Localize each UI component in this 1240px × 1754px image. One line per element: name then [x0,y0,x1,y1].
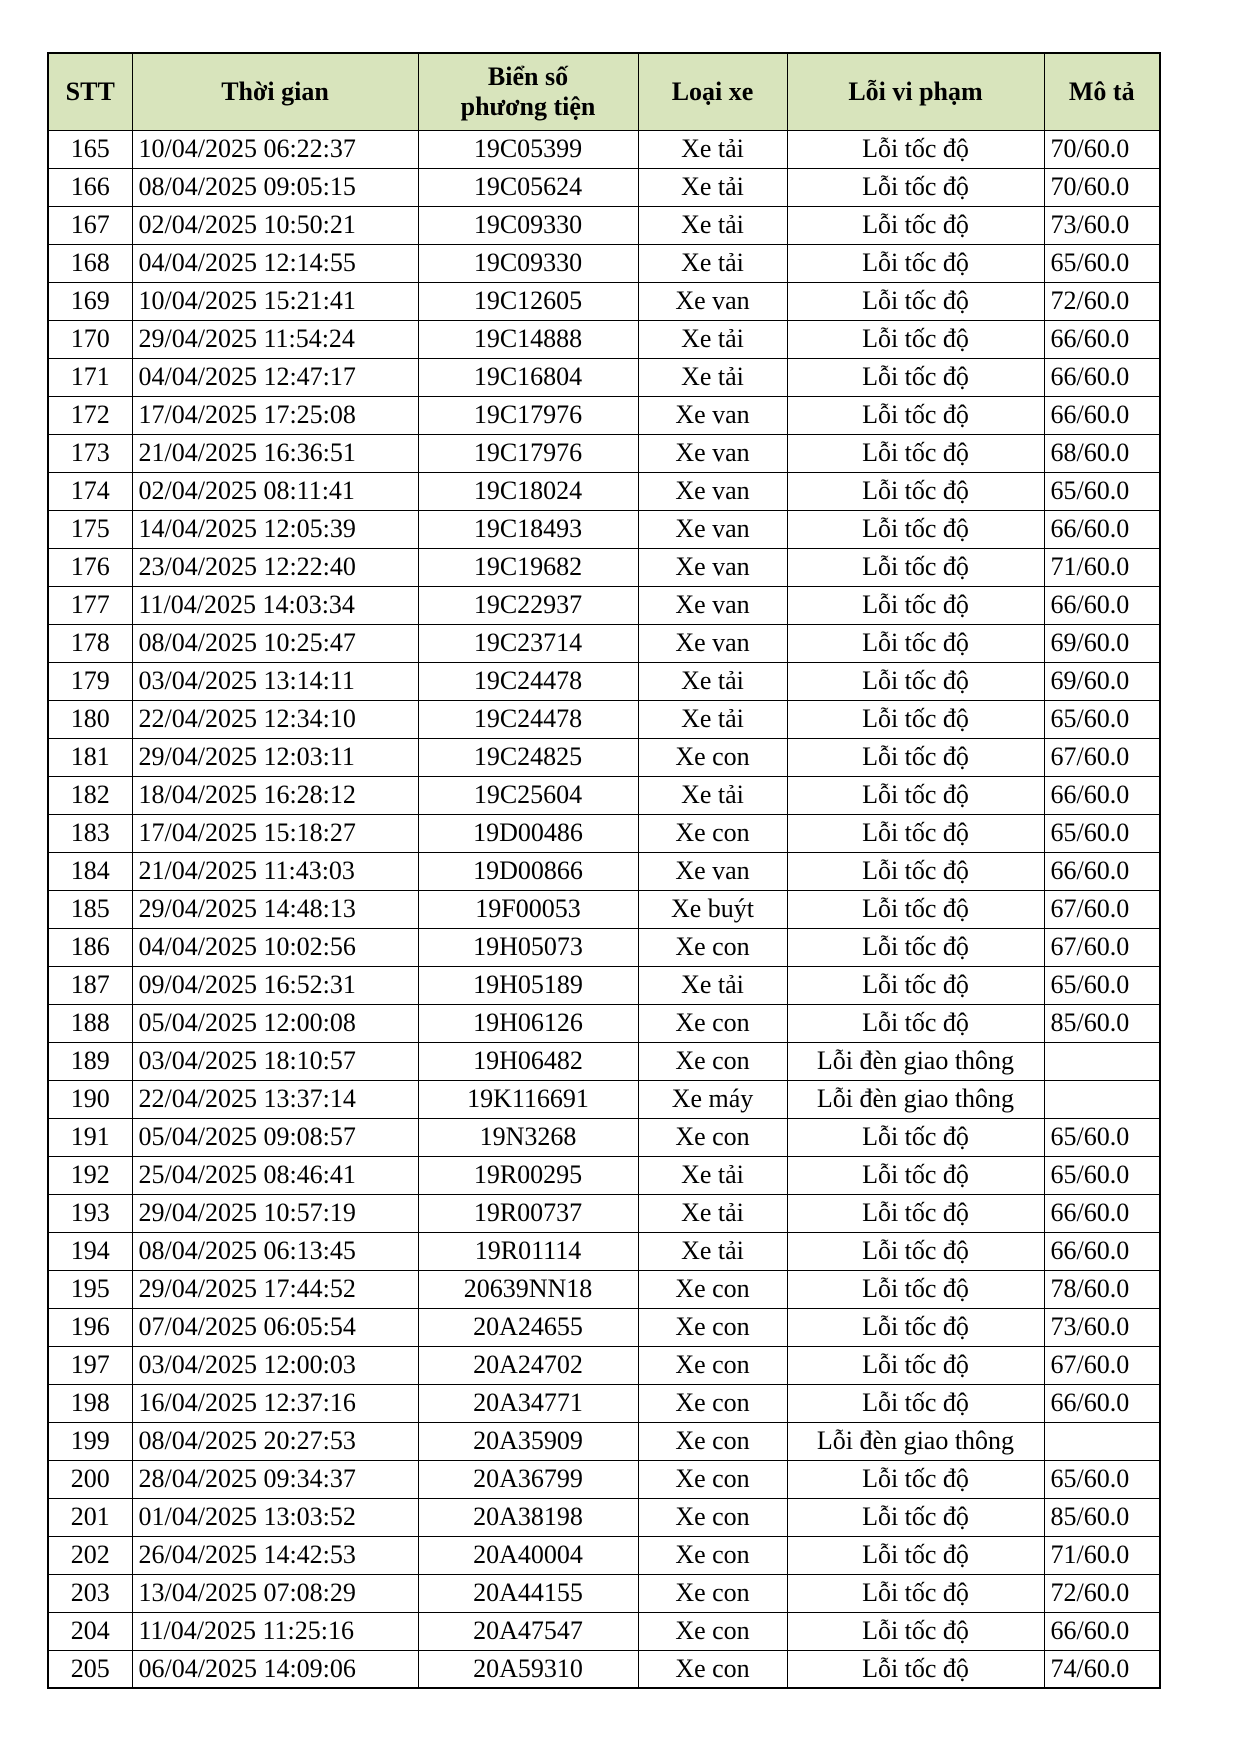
cell-plate: 20A44155 [418,1574,638,1612]
cell-violation: Lỗi tốc độ [787,1574,1044,1612]
cell-vehicle-type: Xe tải [638,358,787,396]
column-header-plate [418,53,638,130]
cell-stt: 193 [48,1194,132,1232]
cell-stt: 184 [48,852,132,890]
table-row [48,738,1160,776]
cell-description: 65/60.0 [1044,1118,1160,1156]
cell-time: 29/04/2025 14:48:13 [132,890,418,928]
cell-stt: 180 [48,700,132,738]
cell-vehicle-type: Xe tải [638,776,787,814]
cell-time: 17/04/2025 17:25:08 [132,396,418,434]
table-row [48,890,1160,928]
cell-description: 65/60.0 [1044,966,1160,1004]
table-row [48,1422,1160,1460]
cell-violation: Lỗi tốc độ [787,1384,1044,1422]
cell-description: 66/60.0 [1044,1612,1160,1650]
cell-description: 70/60.0 [1044,130,1160,168]
cell-description: 66/60.0 [1044,1232,1160,1270]
cell-description: 66/60.0 [1044,586,1160,624]
cell-violation: Lỗi tốc độ [787,1346,1044,1384]
cell-stt: 197 [48,1346,132,1384]
cell-vehicle-type: Xe con [638,1460,787,1498]
cell-description: 65/60.0 [1044,1460,1160,1498]
table-header [48,53,1160,130]
cell-vehicle-type: Xe van [638,624,787,662]
cell-stt: 179 [48,662,132,700]
cell-plate: 19C12605 [418,282,638,320]
table-row [48,1346,1160,1384]
cell-violation: Lỗi đèn giao thông [787,1422,1044,1460]
cell-violation: Lỗi tốc độ [787,852,1044,890]
cell-violation: Lỗi tốc độ [787,434,1044,472]
violations-table [47,52,1161,1689]
cell-stt: 167 [48,206,132,244]
cell-violation: Lỗi tốc độ [787,472,1044,510]
cell-stt: 202 [48,1536,132,1574]
cell-vehicle-type: Xe con [638,814,787,852]
cell-vehicle-type: Xe tải [638,168,787,206]
cell-stt: 205 [48,1650,132,1688]
cell-violation: Lỗi tốc độ [787,1232,1044,1270]
column-header-vehicle-type: Loại xe [638,53,787,130]
cell-vehicle-type: Xe tải [638,700,787,738]
column-header-violation: Lỗi vi phạm [787,53,1044,130]
cell-time: 04/04/2025 12:14:55 [132,244,418,282]
cell-time: 04/04/2025 10:02:56 [132,928,418,966]
cell-description: 66/60.0 [1044,396,1160,434]
cell-stt: 200 [48,1460,132,1498]
cell-stt: 175 [48,510,132,548]
table-row [48,586,1160,624]
cell-violation: Lỗi tốc độ [787,814,1044,852]
cell-vehicle-type: Xe van [638,282,787,320]
cell-description: 65/60.0 [1044,244,1160,282]
cell-plate: 19N3268 [418,1118,638,1156]
cell-time: 17/04/2025 15:18:27 [132,814,418,852]
table-row [48,1118,1160,1156]
cell-time: 28/04/2025 09:34:37 [132,1460,418,1498]
cell-description: 67/60.0 [1044,738,1160,776]
cell-violation: Lỗi tốc độ [787,396,1044,434]
cell-description: 66/60.0 [1044,852,1160,890]
cell-plate: 19H06126 [418,1004,638,1042]
cell-stt: 168 [48,244,132,282]
cell-description: 66/60.0 [1044,1194,1160,1232]
cell-time: 23/04/2025 12:22:40 [132,548,418,586]
cell-vehicle-type: Xe van [638,434,787,472]
cell-time: 14/04/2025 12:05:39 [132,510,418,548]
cell-vehicle-type: Xe con [638,738,787,776]
cell-vehicle-type: Xe con [638,1498,787,1536]
cell-vehicle-type: Xe con [638,1536,787,1574]
cell-description: 73/60.0 [1044,1308,1160,1346]
cell-vehicle-type: Xe van [638,852,787,890]
cell-description: 67/60.0 [1044,928,1160,966]
cell-vehicle-type: Xe con [638,1042,787,1080]
cell-time: 29/04/2025 12:03:11 [132,738,418,776]
cell-time: 05/04/2025 09:08:57 [132,1118,418,1156]
cell-stt: 181 [48,738,132,776]
cell-stt: 196 [48,1308,132,1346]
cell-time: 08/04/2025 06:13:45 [132,1232,418,1270]
table-row [48,624,1160,662]
cell-stt: 188 [48,1004,132,1042]
cell-violation: Lỗi tốc độ [787,662,1044,700]
table-row [48,662,1160,700]
cell-plate: 20A59310 [418,1650,638,1688]
cell-vehicle-type: Xe tải [638,320,787,358]
cell-vehicle-type: Xe con [638,1270,787,1308]
cell-vehicle-type: Xe con [638,1118,787,1156]
cell-violation: Lỗi tốc độ [787,1460,1044,1498]
cell-vehicle-type: Xe tải [638,1194,787,1232]
table-body [48,130,1160,1688]
cell-description: 71/60.0 [1044,1536,1160,1574]
cell-time: 01/04/2025 13:03:52 [132,1498,418,1536]
cell-violation: Lỗi tốc độ [787,1536,1044,1574]
cell-stt: 183 [48,814,132,852]
cell-violation: Lỗi tốc độ [787,130,1044,168]
cell-violation: Lỗi tốc độ [787,1650,1044,1688]
cell-vehicle-type: Xe máy [638,1080,787,1118]
cell-plate: 20A36799 [418,1460,638,1498]
cell-stt: 194 [48,1232,132,1270]
cell-description: 65/60.0 [1044,1156,1160,1194]
cell-time: 02/04/2025 08:11:41 [132,472,418,510]
cell-plate: 20A38198 [418,1498,638,1536]
table-row [48,1384,1160,1422]
cell-violation: Lỗi tốc độ [787,966,1044,1004]
cell-time: 16/04/2025 12:37:16 [132,1384,418,1422]
table-row [48,130,1160,168]
cell-stt: 178 [48,624,132,662]
cell-stt: 177 [48,586,132,624]
cell-violation: Lỗi tốc độ [787,738,1044,776]
cell-plate: 19F00053 [418,890,638,928]
cell-violation: Lỗi tốc độ [787,624,1044,662]
table-row [48,206,1160,244]
cell-description: 78/60.0 [1044,1270,1160,1308]
table-row [48,1574,1160,1612]
cell-vehicle-type: Xe tải [638,130,787,168]
cell-description: 65/60.0 [1044,814,1160,852]
cell-violation: Lỗi tốc độ [787,1612,1044,1650]
cell-time: 05/04/2025 12:00:08 [132,1004,418,1042]
column-header-plate-label: Biển số phương tiện [460,61,596,121]
cell-description: 85/60.0 [1044,1004,1160,1042]
cell-violation: Lỗi tốc độ [787,1308,1044,1346]
cell-time: 29/04/2025 11:54:24 [132,320,418,358]
cell-time: 22/04/2025 12:34:10 [132,700,418,738]
cell-stt: 173 [48,434,132,472]
cell-time: 10/04/2025 06:22:37 [132,130,418,168]
cell-time: 29/04/2025 17:44:52 [132,1270,418,1308]
cell-vehicle-type: Xe tải [638,1156,787,1194]
table-row [48,358,1160,396]
cell-plate: 19C22937 [418,586,638,624]
cell-violation: Lỗi tốc độ [787,586,1044,624]
cell-time: 13/04/2025 07:08:29 [132,1574,418,1612]
table-row [48,700,1160,738]
cell-stt: 203 [48,1574,132,1612]
cell-plate: 19C24825 [418,738,638,776]
table-row [48,1460,1160,1498]
cell-plate: 19H05189 [418,966,638,1004]
cell-plate: 20A40004 [418,1536,638,1574]
column-header-time: Thời gian [132,53,418,130]
cell-plate: 19C05399 [418,130,638,168]
cell-time: 09/04/2025 16:52:31 [132,966,418,1004]
table-row [48,282,1160,320]
cell-violation: Lỗi tốc độ [787,1194,1044,1232]
cell-violation: Lỗi tốc độ [787,700,1044,738]
cell-stt: 191 [48,1118,132,1156]
column-header-description: Mô tả [1044,53,1160,130]
cell-vehicle-type: Xe tải [638,662,787,700]
table-row [48,244,1160,282]
cell-vehicle-type: Xe con [638,1346,787,1384]
cell-plate: 19H05073 [418,928,638,966]
cell-plate: 19C23714 [418,624,638,662]
table-row [48,1232,1160,1270]
table-row [48,966,1160,1004]
cell-stt: 192 [48,1156,132,1194]
cell-description: 65/60.0 [1044,700,1160,738]
cell-description: 73/60.0 [1044,206,1160,244]
cell-description: 69/60.0 [1044,624,1160,662]
table-row [48,1498,1160,1536]
cell-time: 02/04/2025 10:50:21 [132,206,418,244]
cell-description: 66/60.0 [1044,358,1160,396]
cell-stt: 174 [48,472,132,510]
cell-stt: 204 [48,1612,132,1650]
cell-violation: Lỗi tốc độ [787,928,1044,966]
cell-vehicle-type: Xe con [638,928,787,966]
table-row [48,1042,1160,1080]
cell-time: 25/04/2025 08:46:41 [132,1156,418,1194]
cell-time: 06/04/2025 14:09:06 [132,1650,418,1688]
cell-plate: 19C17976 [418,434,638,472]
cell-vehicle-type: Xe van [638,510,787,548]
cell-vehicle-type: Xe van [638,548,787,586]
cell-description [1044,1080,1160,1118]
cell-description [1044,1042,1160,1080]
cell-description: 66/60.0 [1044,1384,1160,1422]
table-row [48,1536,1160,1574]
cell-description: 72/60.0 [1044,1574,1160,1612]
cell-stt: 199 [48,1422,132,1460]
cell-description: 85/60.0 [1044,1498,1160,1536]
cell-time: 03/04/2025 13:14:11 [132,662,418,700]
cell-violation: Lỗi tốc độ [787,890,1044,928]
table-row [48,928,1160,966]
cell-plate: 19C18024 [418,472,638,510]
cell-time: 21/04/2025 11:43:03 [132,852,418,890]
cell-plate: 19C17976 [418,396,638,434]
cell-violation: Lỗi tốc độ [787,510,1044,548]
cell-violation: Lỗi tốc độ [787,776,1044,814]
cell-violation: Lỗi tốc độ [787,244,1044,282]
cell-plate: 19C19682 [418,548,638,586]
table-row [48,852,1160,890]
cell-description: 67/60.0 [1044,1346,1160,1384]
cell-plate: 19C18493 [418,510,638,548]
cell-time: 08/04/2025 20:27:53 [132,1422,418,1460]
cell-stt: 182 [48,776,132,814]
cell-vehicle-type: Xe con [638,1308,787,1346]
cell-description: 69/60.0 [1044,662,1160,700]
table-row [48,1080,1160,1118]
cell-plate: 19H06482 [418,1042,638,1080]
cell-description: 65/60.0 [1044,472,1160,510]
cell-plate: 20A24655 [418,1308,638,1346]
cell-stt: 176 [48,548,132,586]
cell-stt: 185 [48,890,132,928]
cell-plate: 19R00295 [418,1156,638,1194]
cell-vehicle-type: Xe buýt [638,890,787,928]
cell-plate: 19D00866 [418,852,638,890]
cell-plate: 20A34771 [418,1384,638,1422]
cell-violation: Lỗi tốc độ [787,206,1044,244]
table-row [48,1194,1160,1232]
cell-vehicle-type: Xe con [638,1650,787,1688]
cell-violation: Lỗi tốc độ [787,1498,1044,1536]
cell-description: 72/60.0 [1044,282,1160,320]
cell-stt: 186 [48,928,132,966]
cell-plate: 20639NN18 [418,1270,638,1308]
cell-stt: 187 [48,966,132,1004]
cell-vehicle-type: Xe tải [638,966,787,1004]
table-row [48,472,1160,510]
cell-plate: 19C24478 [418,700,638,738]
cell-plate: 20A24702 [418,1346,638,1384]
cell-vehicle-type: Xe con [638,1612,787,1650]
cell-violation: Lỗi đèn giao thông [787,1080,1044,1118]
cell-stt: 189 [48,1042,132,1080]
cell-time: 11/04/2025 14:03:34 [132,586,418,624]
table-row [48,1650,1160,1688]
table-row [48,548,1160,586]
cell-plate: 19C09330 [418,206,638,244]
cell-plate: 20A35909 [418,1422,638,1460]
cell-vehicle-type: Xe van [638,586,787,624]
cell-time: 11/04/2025 11:25:16 [132,1612,418,1650]
cell-description: 68/60.0 [1044,434,1160,472]
cell-violation: Lỗi tốc độ [787,1156,1044,1194]
cell-time: 03/04/2025 12:00:03 [132,1346,418,1384]
table-row [48,776,1160,814]
cell-stt: 165 [48,130,132,168]
cell-stt: 169 [48,282,132,320]
cell-plate: 19C14888 [418,320,638,358]
cell-plate: 19R01114 [418,1232,638,1270]
cell-vehicle-type: Xe con [638,1422,787,1460]
cell-violation: Lỗi tốc độ [787,282,1044,320]
cell-stt: 198 [48,1384,132,1422]
cell-violation: Lỗi tốc độ [787,358,1044,396]
cell-violation: Lỗi tốc độ [787,1118,1044,1156]
cell-stt: 166 [48,168,132,206]
table-row [48,1004,1160,1042]
cell-description: 71/60.0 [1044,548,1160,586]
cell-plate: 19C05624 [418,168,638,206]
cell-time: 08/04/2025 09:05:15 [132,168,418,206]
cell-violation: Lỗi đèn giao thông [787,1042,1044,1080]
cell-vehicle-type: Xe con [638,1574,787,1612]
table-row [48,1612,1160,1650]
cell-vehicle-type: Xe con [638,1384,787,1422]
cell-stt: 195 [48,1270,132,1308]
table-row [48,1308,1160,1346]
cell-description: 66/60.0 [1044,510,1160,548]
cell-violation: Lỗi tốc độ [787,168,1044,206]
cell-description: 66/60.0 [1044,776,1160,814]
cell-plate: 19R00737 [418,1194,638,1232]
table-row [48,320,1160,358]
cell-time: 08/04/2025 10:25:47 [132,624,418,662]
cell-time: 29/04/2025 10:57:19 [132,1194,418,1232]
table-row [48,168,1160,206]
cell-plate: 19C09330 [418,244,638,282]
cell-violation: Lỗi tốc độ [787,1004,1044,1042]
cell-description: 74/60.0 [1044,1650,1160,1688]
cell-vehicle-type: Xe van [638,396,787,434]
cell-plate: 19D00486 [418,814,638,852]
cell-plate: 19C25604 [418,776,638,814]
table-row [48,434,1160,472]
cell-description [1044,1422,1160,1460]
cell-description: 70/60.0 [1044,168,1160,206]
cell-vehicle-type: Xe van [638,472,787,510]
cell-plate: 19K116691 [418,1080,638,1118]
cell-time: 21/04/2025 16:36:51 [132,434,418,472]
cell-time: 07/04/2025 06:05:54 [132,1308,418,1346]
cell-stt: 171 [48,358,132,396]
cell-violation: Lỗi tốc độ [787,548,1044,586]
cell-time: 22/04/2025 13:37:14 [132,1080,418,1118]
cell-violation: Lỗi tốc độ [787,320,1044,358]
cell-time: 03/04/2025 18:10:57 [132,1042,418,1080]
cell-time: 10/04/2025 15:21:41 [132,282,418,320]
table-row [48,1270,1160,1308]
cell-plate: 19C16804 [418,358,638,396]
cell-time: 04/04/2025 12:47:17 [132,358,418,396]
cell-stt: 172 [48,396,132,434]
cell-description: 67/60.0 [1044,890,1160,928]
cell-plate: 19C24478 [418,662,638,700]
cell-violation: Lỗi tốc độ [787,1270,1044,1308]
cell-stt: 170 [48,320,132,358]
cell-vehicle-type: Xe con [638,1004,787,1042]
table-row [48,1156,1160,1194]
table-row [48,510,1160,548]
column-header-stt: STT [48,53,132,130]
cell-plate: 20A47547 [418,1612,638,1650]
table-row [48,396,1160,434]
header-row [48,53,1160,130]
cell-time: 18/04/2025 16:28:12 [132,776,418,814]
cell-vehicle-type: Xe tải [638,244,787,282]
cell-time: 26/04/2025 14:42:53 [132,1536,418,1574]
cell-vehicle-type: Xe tải [638,1232,787,1270]
table-row [48,814,1160,852]
cell-stt: 201 [48,1498,132,1536]
cell-stt: 190 [48,1080,132,1118]
cell-vehicle-type: Xe tải [638,206,787,244]
cell-description: 66/60.0 [1044,320,1160,358]
